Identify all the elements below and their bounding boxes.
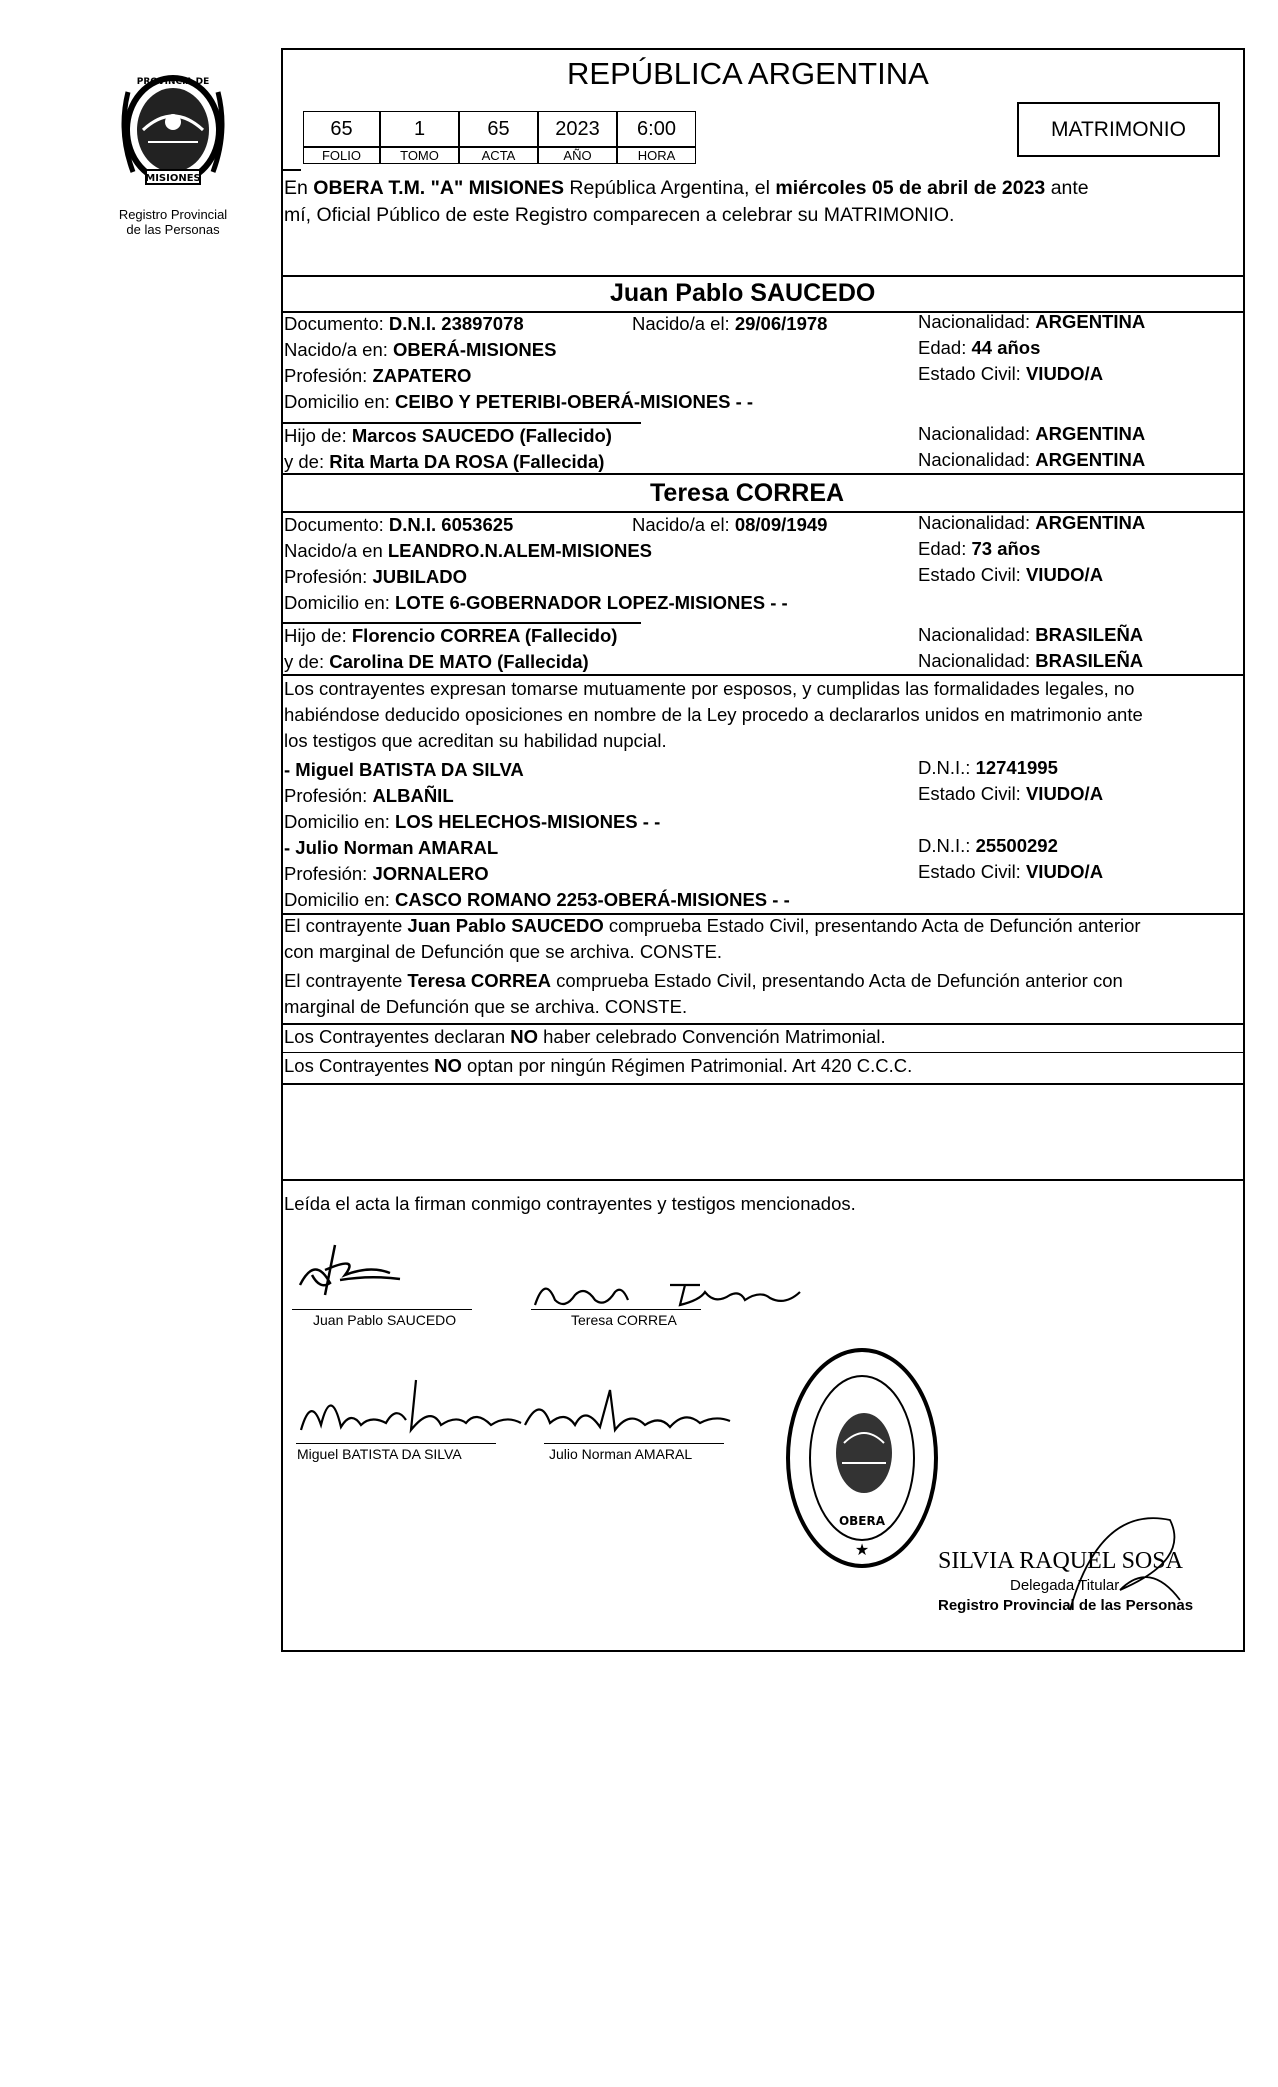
officer-name: SILVIA RAQUEL SOSA	[938, 1548, 1183, 1574]
registry-name	[95, 207, 251, 237]
declaration-line2: habiéndose deducido oposiciones en nombre de la Ley procedo a declararlos unidos en matrimonio ante	[284, 704, 1143, 725]
spouse1-mother: y de: Rita Marta DA ROSA (Fallecida)	[284, 451, 605, 472]
intro-text: En	[284, 177, 314, 199]
officer-organization: Registro Provincial de las Personas	[938, 1597, 1194, 1614]
spouse2-father: Hijo de: Florencio CORREA (Fallecido)	[284, 625, 618, 646]
witness1-dni: D.N.I.: 12741995	[918, 757, 1058, 778]
registry-line2: de las Personas	[126, 222, 220, 237]
hour-value: 6:00	[617, 111, 696, 147]
intro-line2: mí, Oficial Público de este Registro comparecen a celebrar su MATRIMONIO.	[284, 204, 955, 226]
hour-label: HORA	[617, 147, 696, 164]
official-seal-icon	[782, 1343, 942, 1573]
spouse1-name: Juan Pablo SAUCEDO	[610, 279, 876, 307]
intro-text-3: ante	[1045, 177, 1089, 199]
witness2-profession: Profesión: JORNALERO	[284, 863, 489, 884]
signature-label-miguel: Miguel BATISTA DA SILVA	[297, 1446, 462, 1462]
signature-label-juan-pablo: Juan Pablo SAUCEDO	[313, 1312, 457, 1328]
witness1-civil-status: Estado Civil: VIUDO/A	[918, 783, 1104, 804]
spouse1-age: Edad: 44 años	[918, 337, 1041, 358]
spouse1-nationality: Nacionalidad: ARGENTINA	[918, 311, 1146, 332]
signature-miguel-icon	[296, 1375, 546, 1445]
acta-value: 65	[459, 111, 538, 147]
spouse1-birthdate: Nacido/a el: 29/06/1978	[632, 313, 828, 334]
registry-logo	[108, 62, 238, 212]
year-label: AÑO	[538, 147, 617, 164]
spouse1-civil-status: Estado Civil: VIUDO/A	[918, 363, 1104, 384]
intro-date: miércoles 05 de abril de 2023	[775, 177, 1046, 199]
witness2-name: - Julio Norman AMARAL	[284, 837, 499, 858]
proof-spouse1-line1: El contrayente Juan Pablo SAUCEDO comprueba Estado Civil, presentando Acta de Defunción anterior	[284, 915, 1141, 936]
regime-line2: Los Contrayentes NO optan por ningún Régimen Patrimonial. Art 420 C.C.C.	[284, 1055, 913, 1076]
spouse1-father: Hijo de: Marcos SAUCEDO (Fallecido)	[284, 425, 612, 446]
spouse1-address: Domicilio en: CEIBO Y PETERIBI-OBERÁ-MISIONES - -	[284, 391, 754, 412]
signature-julio-icon	[520, 1385, 740, 1445]
proof-spouse2-line1: El contrayente Teresa CORREA comprueba Estado Civil, presentando Acta de Defunción anterior con	[284, 970, 1123, 991]
registry-line1: Registro Provincial	[118, 207, 228, 222]
year-value: 2023	[538, 111, 617, 147]
witness2-civil-status: Estado Civil: VIUDO/A	[918, 861, 1104, 882]
spouse2-mother-nationality: Nacionalidad: BRASILEÑA	[918, 650, 1144, 671]
spouse2-profession: Profesión: JUBILADO	[284, 566, 467, 587]
signature-label-teresa: Teresa CORREA	[571, 1312, 677, 1328]
declaration-line3: los testigos que acreditan su habilidad nupcial.	[284, 730, 667, 751]
emblem-text-top: PROVINCIA DE	[136, 77, 210, 87]
declaration-line1: Los contrayentes expresan tomarse mutuamente por esposos, y cumplidas las formalidades legales, no	[284, 678, 1135, 699]
witness1-profession: Profesión: ALBAÑIL	[284, 785, 454, 806]
spouse1-mother-nationality: Nacionalidad: ARGENTINA	[918, 449, 1146, 470]
seal-center-text: OBERA	[838, 1514, 886, 1528]
spouse2-birthplace: Nacido/a en LEANDRO.N.ALEM-MISIONES	[284, 540, 653, 561]
signature-juan-pablo-icon	[290, 1235, 410, 1305]
folio-value: 65	[303, 111, 380, 147]
svg-text:★: ★	[854, 1540, 870, 1559]
signature-label-julio: Julio Norman AMARAL	[549, 1446, 693, 1462]
witness2-address: Domicilio en: CASCO ROMANO 2253-OBERÁ-MISIONES - -	[284, 889, 790, 910]
spouse1-birthplace: Nacido/a en: OBERÁ-MISIONES	[284, 339, 557, 360]
proof-spouse1-line2: con marginal de Defunción que se archiva. CONSTE.	[284, 941, 723, 962]
spouse2-name: Teresa CORREA	[650, 479, 845, 507]
intro-text-2: República Argentina, el	[563, 177, 776, 199]
spouse1-profession: Profesión: ZAPATERO	[284, 365, 472, 386]
tomo-label: TOMO	[380, 147, 459, 164]
closing-text: Leída el acta la firman conmigo contrayentes y testigos mencionados.	[284, 1193, 856, 1214]
emblem-text-bottom: MISIONES	[145, 173, 201, 184]
intro-place: OBERA T.M. "A" MISIONES	[313, 177, 564, 199]
spouse2-father-nationality: Nacionalidad: BRASILEÑA	[918, 624, 1144, 645]
doc-type-label: MATRIMONIO	[1051, 118, 1186, 141]
country-title: REPÚBLICA ARGENTINA	[567, 56, 929, 91]
intro-line1	[284, 177, 1089, 199]
witness1-address: Domicilio en: LOS HELECHOS-MISIONES - -	[284, 811, 661, 832]
spouse1-document: Documento: D.N.I. 23897078	[284, 313, 524, 334]
province-emblem-icon	[108, 62, 238, 202]
spouse2-address: Domicilio en: LOTE 6-GOBERNADOR LOPEZ-MISIONES - -	[284, 592, 788, 613]
witness1-name: - Miguel BATISTA DA SILVA	[284, 759, 524, 780]
regime-line1: Los Contrayentes declaran NO haber celebrado Convención Matrimonial.	[284, 1026, 886, 1047]
acta-label: ACTA	[459, 147, 538, 164]
spouse2-birthdate: Nacido/a el: 08/09/1949	[632, 514, 828, 535]
officer-title: Delegada Titular	[1010, 1577, 1120, 1594]
spouse1-father-nationality: Nacionalidad: ARGENTINA	[918, 423, 1146, 444]
witness2-dni: D.N.I.: 25500292	[918, 835, 1058, 856]
spouse2-nationality: Nacionalidad: ARGENTINA	[918, 512, 1146, 533]
folio-label: FOLIO	[303, 147, 380, 164]
proof-spouse2-line2: marginal de Defunción que se archiva. CONSTE.	[284, 996, 688, 1017]
doc-type-box	[1017, 102, 1220, 157]
spouse2-civil-status: Estado Civil: VIUDO/A	[918, 564, 1104, 585]
spouse2-age: Edad: 73 años	[918, 538, 1041, 559]
spouse2-document: Documento: D.N.I. 6053625	[284, 514, 514, 535]
tomo-value: 1	[380, 111, 459, 147]
spouse2-mother: y de: Carolina DE MATO (Fallecida)	[284, 651, 589, 672]
